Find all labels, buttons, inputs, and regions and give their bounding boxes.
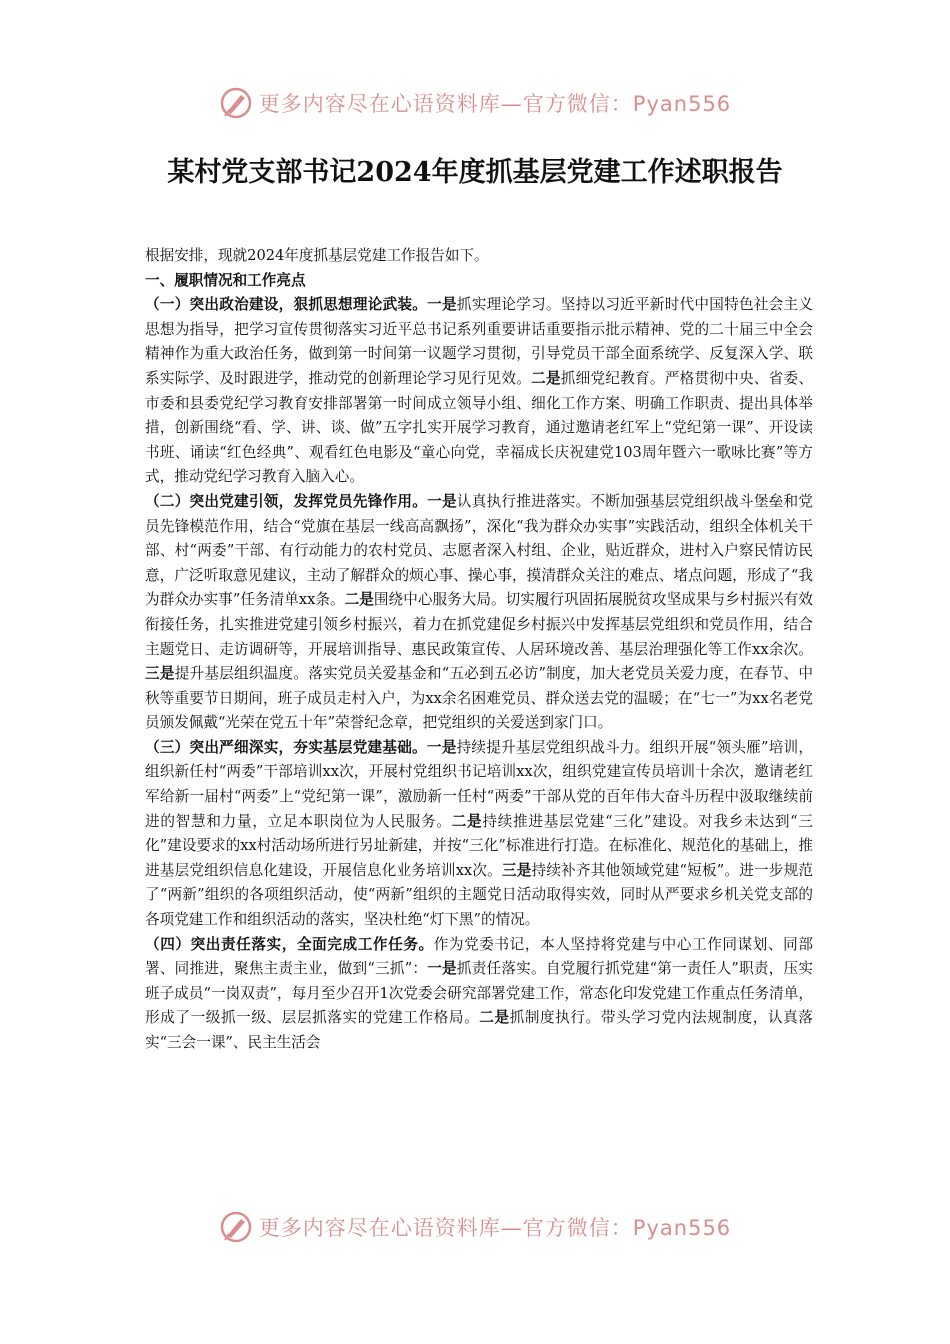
paragraph-text: 提升基层组织温度。落实党员关爱基金和“五必到五必访”制度，加大老党员关爱力度，在春节、中秋等重要节日期间，班子成员走村入户，为xx余名困难党员、群众送去党的温暖；在“七一”为xx名老党员颁发佩戴“光荣在党五十年”荣誉纪念章，把党组织的关爱送到家门口。 — [145, 665, 813, 732]
subsection-lead: （二）突出党建引领，发挥党员先锋作用。 — [145, 492, 428, 510]
point-marker: 一是 — [426, 738, 457, 756]
paragraph-text: 抓责任落实。自党履行抓党建“第一责任人”职责，压实班子成员“一岗双责”，每月至少召开1次党委会研究部署党建工作，常态化印发党建工作重点任务清单，形成了一级抓一级、层层抓落实的党建工作格局。 — [145, 960, 813, 1027]
paragraph-text: 抓实理论学习。坚持以习近平新时代中国特色社会主义思想为指导，把学习宣传贯彻落实习近平总书记系列重要讲话重要指示批示精神、党的二十届三中全会精神作为重大政治任务，做到第一时间第一议题学习贯彻，引导党员干部全面系统学、反复深入学、联系实际学、及时跟进学，推动党的创新理论学习见行见效。 — [145, 296, 813, 387]
point-marker: 三是 — [501, 861, 532, 879]
paragraph-text: 抓细党纪教育。严格贯彻中央、省委、市委和县委党纪学习教育安排部署第一时间成立领导小组、细化工作方案、明确工作职责、提出具体举措，创新围绕“看、学、讲、谈、做”五字扎实开展学习教育，通过邀请老红军上“党纪第一课”、开设读书班、诵读“红色经典”、观看红色电影及“童心向党，幸福成长庆祝建党103周年暨六一歌咏比赛”等方式，推动党纪学习教育入脑入心。 — [145, 369, 813, 486]
body-paragraph — [145, 293, 813, 490]
paragraph-text: 作为党委书记，本人坚持将党建与中心工作同谋划、同部署、同推进，聚焦主责主业，做到“三抓”： — [145, 935, 813, 978]
point-marker: 二是 — [531, 369, 561, 387]
point-marker: 一是 — [427, 296, 457, 314]
intro-paragraph: 根据安排，现就2024年度抓基层党建工作报告如下。 — [145, 247, 489, 264]
watermark-text: 更多内容尽在心语资料库—官方微信：Pyan556 — [258, 92, 732, 116]
paragraph-text: 抓制度执行。带头学习党内法规制度，认真落实“三会一课”、民主生活会 — [145, 1009, 813, 1051]
paragraph-text: 认真执行推进落实。不断加强基层党组织战斗堡垒和党员先锋模范作用，结合“党旗在基层一线高高飘扬”，深化“我为群众办实事”实践活动，组织全体机关干部、村“两委”干部、有行动能力的农村党员、志愿者深入村组、企业，贴近群众，进村入户察民情访民意，广泛听取意见建议，主动了解群众的烦心事、操心事，摸清群众关注的难点、堵点问题，形成了“我为群众办实事”任务清单xx条。 — [145, 492, 813, 609]
subsection-lead: （一）突出政治建设，狠抓思想理论武装。 — [145, 296, 428, 314]
subsection-lead: （四）突出责任落实，全面完成工作任务。 — [145, 935, 434, 953]
pen-seal-logo-icon — [219, 1210, 253, 1244]
watermark-banner-bottom — [0, 1207, 950, 1247]
subsection-lead: （三）突出严细深实，夯实基层党建基础。 — [145, 738, 427, 756]
paragraph-text: 围绕中心服务大局。切实履行巩固拓展脱贫攻坚成果与乡村振兴有效衔接任务，扎实推进党建引领乡村振兴，着力在抓党建促乡村振兴中发挥基层党组织和党员作用，结合主题党日、走访调研等，开展培训指导、惠民政策宣传、人居环境改善、基层治理强化等工作xx余次。 — [145, 591, 813, 658]
paragraph-text: 持续推进基层党建“三化”建设。对我乡未达到“三化”建设要求的xx村活动场所进行另址新建，并按“三化”标准进行打造。在标准化、规范化的基础上，推进基层党组织信息化建设，开展信息化业务培训xx次。 — [145, 812, 813, 879]
paragraph-text: 持续提升基层党组织战斗力。组织开展“领头雁”培训，组织新任村“两委”干部培训xx次，开展村党组织书记培训xx次，组织党建宣传员培训十余次，邀请老红军给新一届村“两委”上“党纪第一课”，激励新一任村“两委”干部从党的百年伟大奋斗历程中汲取继续前进的智慧和力量，立足本职岗位为人民服务。 — [145, 738, 813, 830]
point-marker: 一是 — [427, 960, 457, 978]
section-heading: 一、履职情况和工作亮点 — [145, 271, 306, 289]
document-title: 某村党支部书记2024年度抓基层党建工作述职报告 — [167, 157, 783, 188]
watermark-banner-top — [0, 83, 950, 123]
watermark-text: 更多内容尽在心语资料库—官方微信：Pyan556 — [258, 1216, 732, 1240]
document-body — [145, 244, 813, 1056]
body-paragraph — [145, 736, 813, 933]
point-marker: 二是 — [479, 1009, 510, 1027]
paragraph-text: 持续补齐其他领域党建“短板”。进一步规范了“两新”组织的各项组织活动，使“两新”组织的主题党日活动取得实效，同时从严要求乡机关党支部的各项党建工作和组织活动的落实，坚决杜绝“灯下黑”的情况。 — [145, 861, 813, 929]
point-marker: 三是 — [145, 665, 175, 683]
point-marker: 二是 — [451, 812, 483, 830]
body-paragraph — [145, 933, 813, 1056]
paragraph-list — [145, 293, 813, 1055]
body-paragraph — [145, 490, 813, 736]
point-marker: 一是 — [427, 492, 457, 510]
point-marker: 二是 — [344, 591, 374, 609]
pen-seal-logo-icon — [219, 86, 253, 120]
